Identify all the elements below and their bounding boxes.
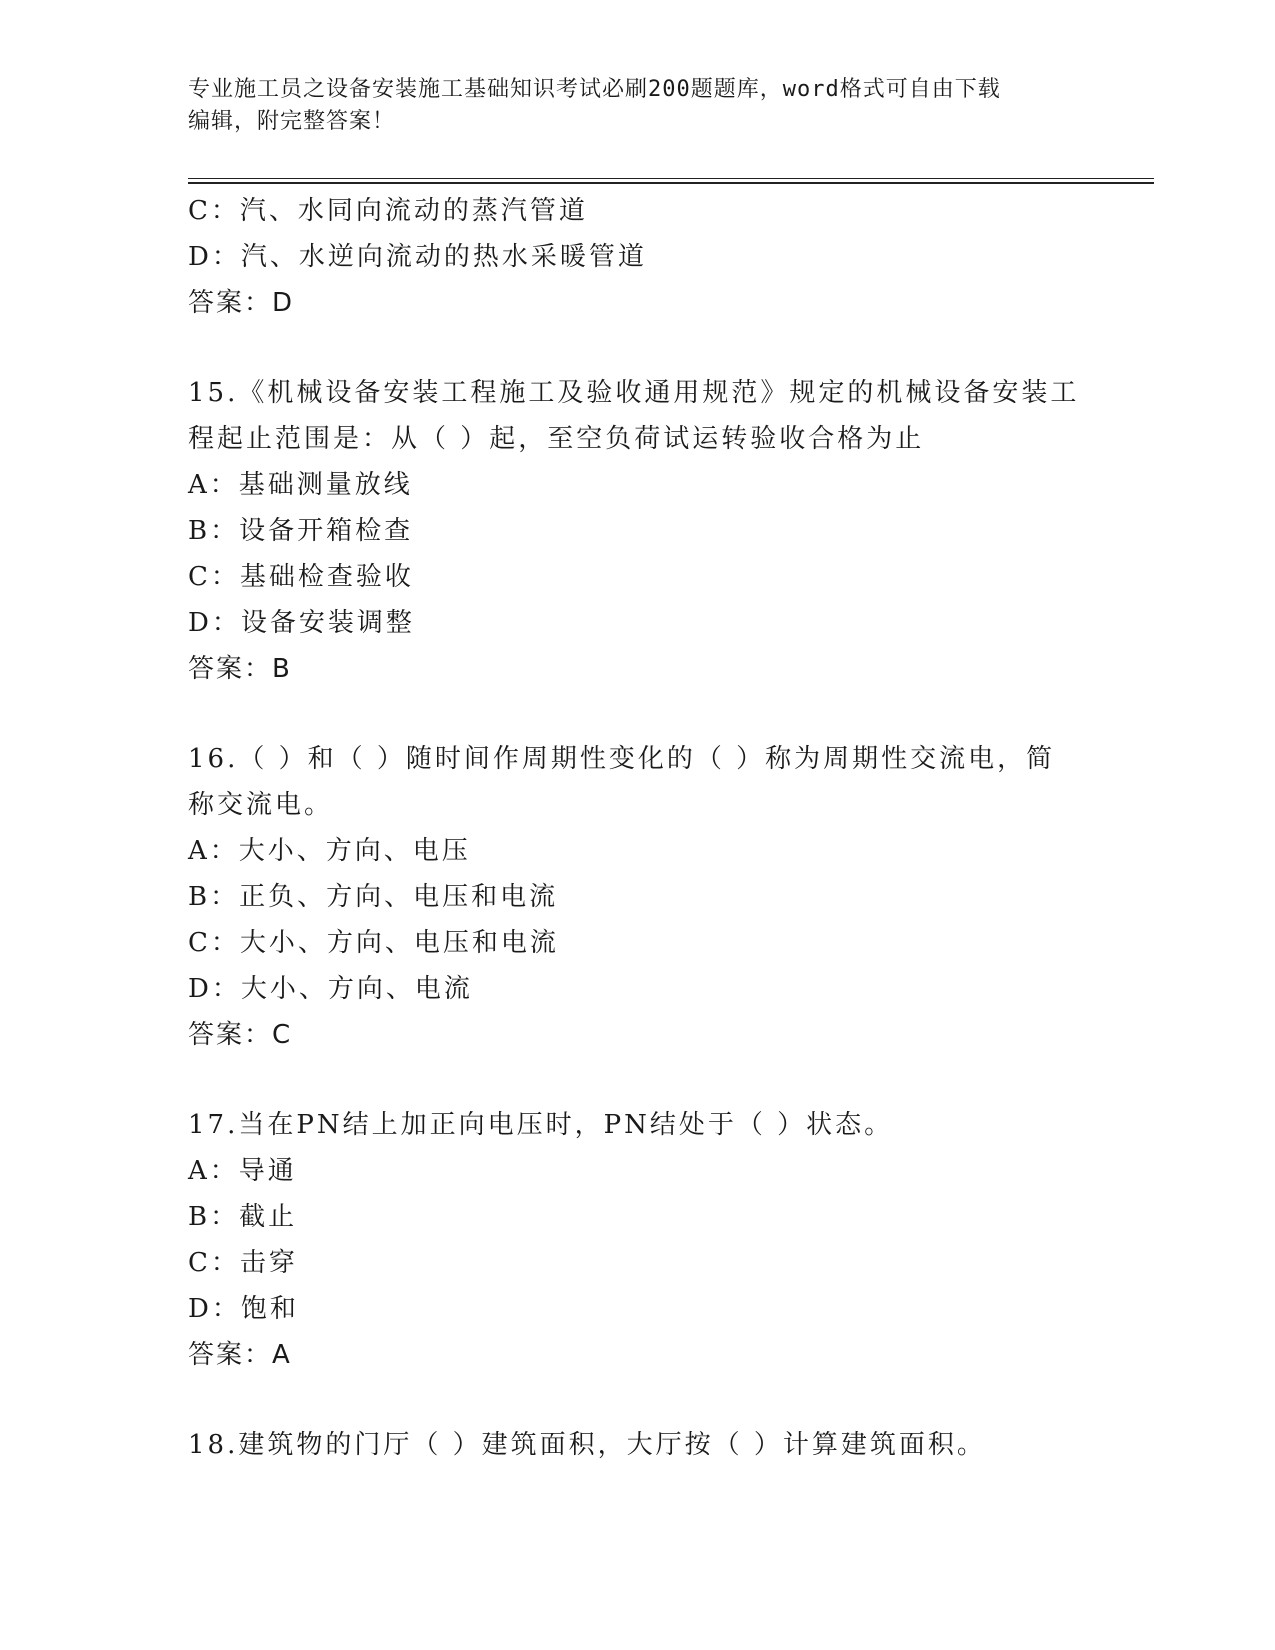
question-stem: 17.当在PN结上加正向电压时，PN结处于（ ）状态。 [188,1110,894,1140]
header-line-2: 编辑，附完整答案！ [188,109,396,134]
question-stem-cont: 程起止范围是：从（ ）起，至空负荷试运转验收合格为止 [188,424,925,454]
option-c: C：击穿 [188,1248,298,1278]
question-stem: 18.建筑物的门厅（ ）建筑面积，大厅按（ ）计算建筑面积。 [188,1430,986,1460]
header-divider-thick [188,182,1154,184]
option-c: C：大小、方向、电压和电流 [188,928,559,958]
header-line-1: 专业施工员之设备安装施工基础知识考试必刷200题题库，word格式可自由下载 [188,77,1001,102]
option-d: D：饱和 [188,1294,299,1324]
prev-question-block [188,188,1088,326]
option-b: B：正负、方向、电压和电流 [188,882,559,912]
option-d: D：汽、水逆向流动的热水采暖管道 [188,242,647,272]
option-c: C：汽、水同向流动的蒸汽管道 [188,196,588,226]
answer-line: 答案：D [188,288,295,318]
option-b: B：设备开箱检查 [188,516,414,546]
header-divider-thin [188,178,1154,179]
option-a: A：导通 [188,1156,297,1186]
answer-line: 答案：B [188,654,292,684]
spacer [188,326,1088,370]
spacer [188,1378,1088,1422]
question-stem: 16.（ ）和（ ）随时间作周期性变化的（ ）称为周期性交流电，简 [188,744,1056,774]
option-a: A：大小、方向、电压 [188,836,471,866]
question-18 [188,1422,1088,1468]
question-content [188,188,1088,1468]
question-stem: 15.《机械设备安装工程施工及验收通用规范》规定的机械设备安装工 [188,378,1080,408]
answer-line: 答案：A [188,1340,292,1370]
spacer [188,692,1088,736]
spacer [188,1058,1088,1102]
answer-line: 答案：C [188,1020,293,1050]
option-d: D：设备安装调整 [188,608,415,638]
option-a: A：基础测量放线 [188,470,413,500]
option-b: B：截止 [188,1202,298,1232]
question-17 [188,1102,1088,1378]
question-16 [188,736,1088,1058]
option-d: D：大小、方向、电流 [188,974,473,1004]
page-header [188,74,1068,138]
option-c: C：基础检查验收 [188,562,414,592]
question-stem-cont: 称交流电。 [188,790,334,820]
question-15 [188,370,1088,692]
